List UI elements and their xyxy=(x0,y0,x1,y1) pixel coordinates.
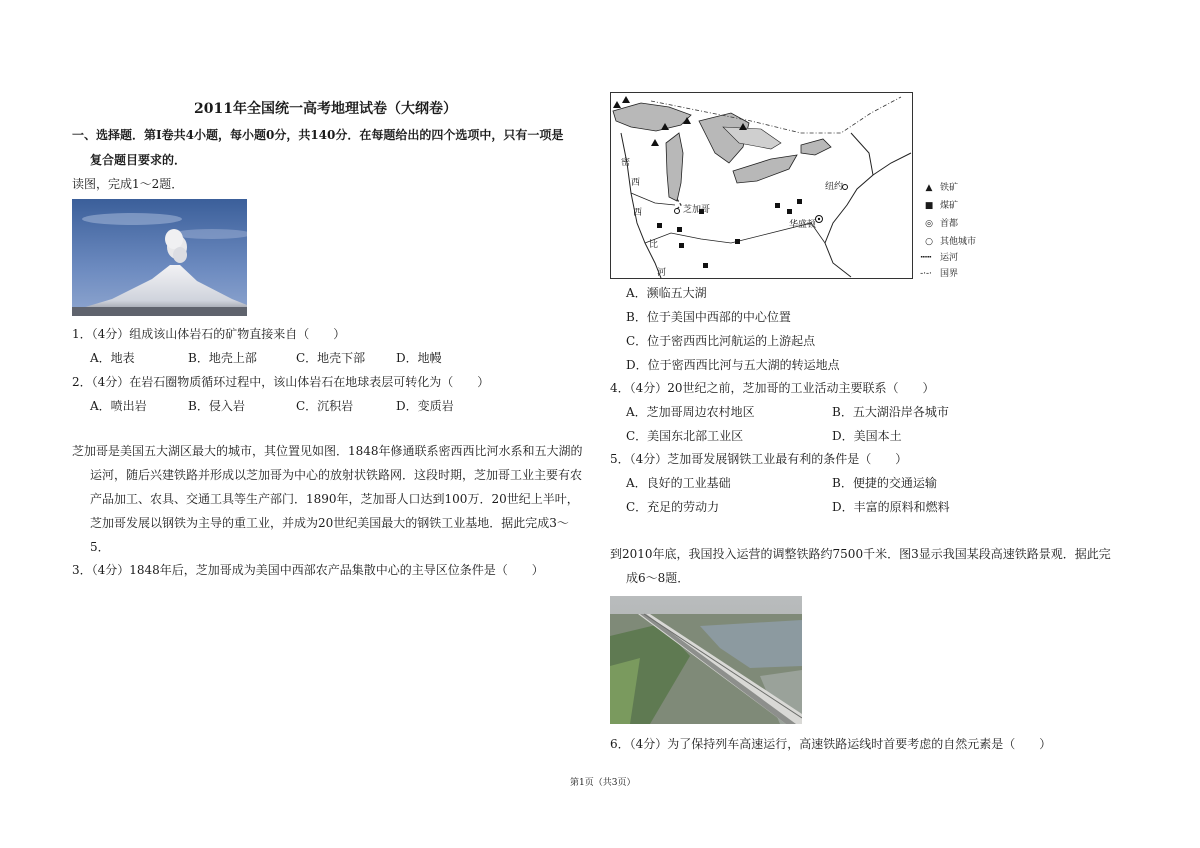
passage2-line: 到2010年底，我国投入运营的调整铁路约7500千米．图3显示我国某段高速铁路景观．据此完 xyxy=(610,547,1111,561)
legend-item: ◎ 首都 xyxy=(922,216,958,229)
intro-text: 读图，完成1～2题． xyxy=(72,177,184,191)
q5-option-c[interactable]: C．充足的劳动力 xyxy=(626,500,720,514)
map-label-river: 河 xyxy=(657,268,667,278)
page-title: 2011年全国统一高考地理试卷（大纲卷） xyxy=(194,101,457,117)
q3-option-c[interactable]: C．位于密西西比河航运的上游起点 xyxy=(626,334,816,348)
legend-item: ■ 煤矿 xyxy=(922,198,958,211)
triangle-icon: ▲ xyxy=(925,183,933,193)
railway-photo xyxy=(610,596,802,724)
q4-option-a[interactable]: A．芝加哥周边农村地区 xyxy=(626,405,755,419)
passage-line: 运河，随后兴建铁路并形成以芝加哥为中心的放射状铁路网．这段时期，芝加哥工业主要有农 xyxy=(90,468,583,482)
map-label-washington: 华盛顿 xyxy=(789,220,817,230)
section-heading-line1: 一、选择题．第Ⅰ卷共4小题，每小题0分，共140分．在每题给出的四个选项中，只有一项是 xyxy=(72,128,564,142)
passage-line: 芝加哥发展以钢铁为主导的重工业，并成为20世纪美国最大的钢铁工业基地．据此完成3～ xyxy=(90,516,569,530)
q5-option-b[interactable]: B．便捷的交通运输 xyxy=(832,476,937,490)
map-label-river: 西 xyxy=(633,208,643,218)
q4-option-c[interactable]: C．美国东北部工业区 xyxy=(626,429,744,443)
map-label-river: 比 xyxy=(649,240,659,250)
q5-option-d[interactable]: D．丰富的原料和燃料 xyxy=(832,500,950,514)
q2-option-a[interactable]: A．喷出岩 xyxy=(90,399,147,413)
q4-option-d[interactable]: D．美国本土 xyxy=(832,429,902,443)
q4-option-b[interactable]: B．五大湖沿岸各城市 xyxy=(832,405,949,419)
great-lakes-map xyxy=(610,92,913,279)
passage-line: 产品加工、农具、交通工具等生产部门．1890年，芝加哥人口达到100万．20世纪上半叶， xyxy=(90,492,579,506)
legend-item: ○ 其他城市 xyxy=(922,234,976,247)
q4-stem: 4．（4分）20世纪之前，芝加哥的工业活动主要联系（ ） xyxy=(610,381,935,395)
q3-stem: 3．（4分）1848年后，芝加哥成为美国中西部农产品集散中心的主导区位条件是（ ） xyxy=(72,563,544,577)
q3-option-a[interactable]: A．濒临五大湖 xyxy=(626,286,707,300)
q1-option-c[interactable]: C．地壳下部 xyxy=(296,351,366,365)
border-line-icon: -·-· xyxy=(920,269,932,279)
q2-option-d[interactable]: D．变质岩 xyxy=(396,399,454,413)
q3-option-b[interactable]: B．位于美国中西部的中心位置 xyxy=(626,310,791,324)
passage-line: 5． xyxy=(90,540,110,554)
q3-option-d[interactable]: D．位于密西西比河与五大湖的转运地点 xyxy=(626,358,840,372)
square-icon: ■ xyxy=(924,201,934,211)
q5-stem: 5．（4分）芝加哥发展钢铁工业最有利的条件是（ ） xyxy=(610,452,908,466)
q2-stem: 2．（4分）在岩石圈物质循环过程中，该山体岩石在地球表层可转化为（ ） xyxy=(72,375,490,389)
q1-option-b[interactable]: B．地壳上部 xyxy=(188,351,257,365)
legend-item: ┅┅ 运河 xyxy=(916,250,958,263)
page-footer: 第1页（共3页） xyxy=(570,778,636,788)
map-label-newyork: 纽约 xyxy=(825,182,844,192)
map-label-river: 密 xyxy=(621,158,631,168)
circle-icon: ○ xyxy=(925,237,933,247)
map-label-chicago: 芝加哥 xyxy=(683,205,711,215)
passage-line: 芝加哥是美国五大湖区最大的城市，其位置见如图．1848年修通联系密西西比河水系和五大湖的 xyxy=(72,444,583,458)
section-heading-line2: 复合题目要求的． xyxy=(90,153,187,167)
volcano-photo xyxy=(72,199,247,316)
passage2-line: 成6～8题． xyxy=(626,571,690,585)
q5-option-a[interactable]: A．良好的工业基础 xyxy=(626,476,731,490)
q1-option-d[interactable]: D．地幔 xyxy=(396,351,442,365)
q1-stem: 1．（4分）组成该山体岩石的矿物直接来自（ ） xyxy=(72,327,346,341)
capital-icon: ◎ xyxy=(925,219,933,229)
q2-option-b[interactable]: B．侵入岩 xyxy=(188,399,245,413)
q6-stem: 6．（4分）为了保持列车高速运行，高速铁路运线时首要考虑的自然元素是（ ） xyxy=(610,737,1052,751)
legend-item: -·-· 国界 xyxy=(916,266,958,279)
map-label-river: 西 xyxy=(631,178,641,188)
legend-item: ▲ 铁矿 xyxy=(922,180,958,193)
q2-option-c[interactable]: C．沉积岩 xyxy=(296,399,354,413)
canal-line-icon: ┅┅ xyxy=(920,253,932,263)
q1-option-a[interactable]: A．地表 xyxy=(90,351,135,365)
